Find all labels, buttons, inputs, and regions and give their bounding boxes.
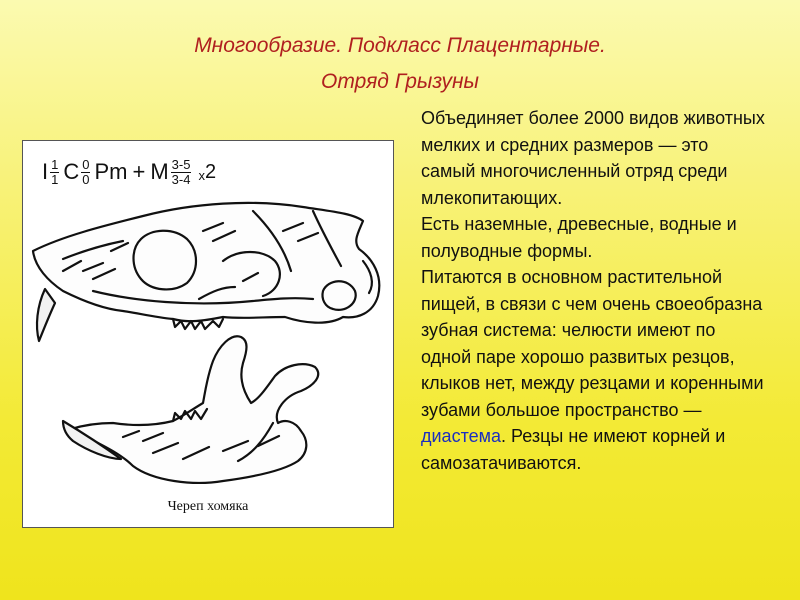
- formula-incisors-label: I: [42, 159, 49, 184]
- hamster-skull-figure: [22, 140, 394, 528]
- hamster-skull-drawing: [23, 141, 395, 529]
- skull-mandible: [63, 336, 318, 483]
- formula-canines-label: C: [63, 159, 80, 184]
- formula-incisors-upper: 1: [51, 156, 59, 172]
- formula-premolars-label: Pm: [94, 159, 128, 184]
- slide-title-line-1: Многообразие. Подкласс Плацентарные.: [194, 34, 606, 57]
- body-paragraph-3-start: Питаются в основном растительной пищей, в связи с чем очень своеобразна зубная система: челюсти имеют по одной паре хорошо развитых резцов, клыков нет, между резцами и коренными зубами большое пространство —: [421, 267, 764, 420]
- term-diastema: диастема: [421, 426, 502, 446]
- body-paragraph-1: Объединяет более 2000 видов животных мелких и средних размеров — это самый многочисленный отряд среди млекопитающих.: [421, 108, 765, 208]
- formula-molars-fraction: [171, 158, 192, 187]
- figure-caption: Череп хомяка: [167, 499, 249, 514]
- formula-plus: +: [132, 159, 146, 184]
- formula-canines-upper: 0: [82, 156, 90, 172]
- skull-cranium: [33, 203, 379, 341]
- formula-times: x: [198, 167, 205, 183]
- body-paragraph-3-end: . Резцы не имеют корней и самозатачиваются.: [421, 426, 726, 473]
- formula-canines-fraction: [81, 158, 90, 187]
- body-text: [421, 105, 766, 476]
- slide-title-line-2: Отряд Грызуны: [321, 70, 479, 93]
- formula-incisors-fraction: [50, 158, 59, 187]
- formula-incisors-lower: 1: [51, 171, 59, 187]
- body-paragraph-2: Есть наземные, древесные, водные и полуводные формы.: [421, 214, 737, 261]
- dental-formula: [41, 150, 216, 194]
- formula-canines-lower: 0: [82, 171, 90, 187]
- formula-molars-label: M: [150, 159, 169, 184]
- slide-title: [0, 28, 800, 100]
- formula-molars-lower: 3-4: [171, 171, 191, 187]
- formula-multiplier: 2: [204, 160, 217, 183]
- formula-molars-upper: 3-5: [171, 156, 191, 172]
- body-paragraph-3: [421, 264, 766, 476]
